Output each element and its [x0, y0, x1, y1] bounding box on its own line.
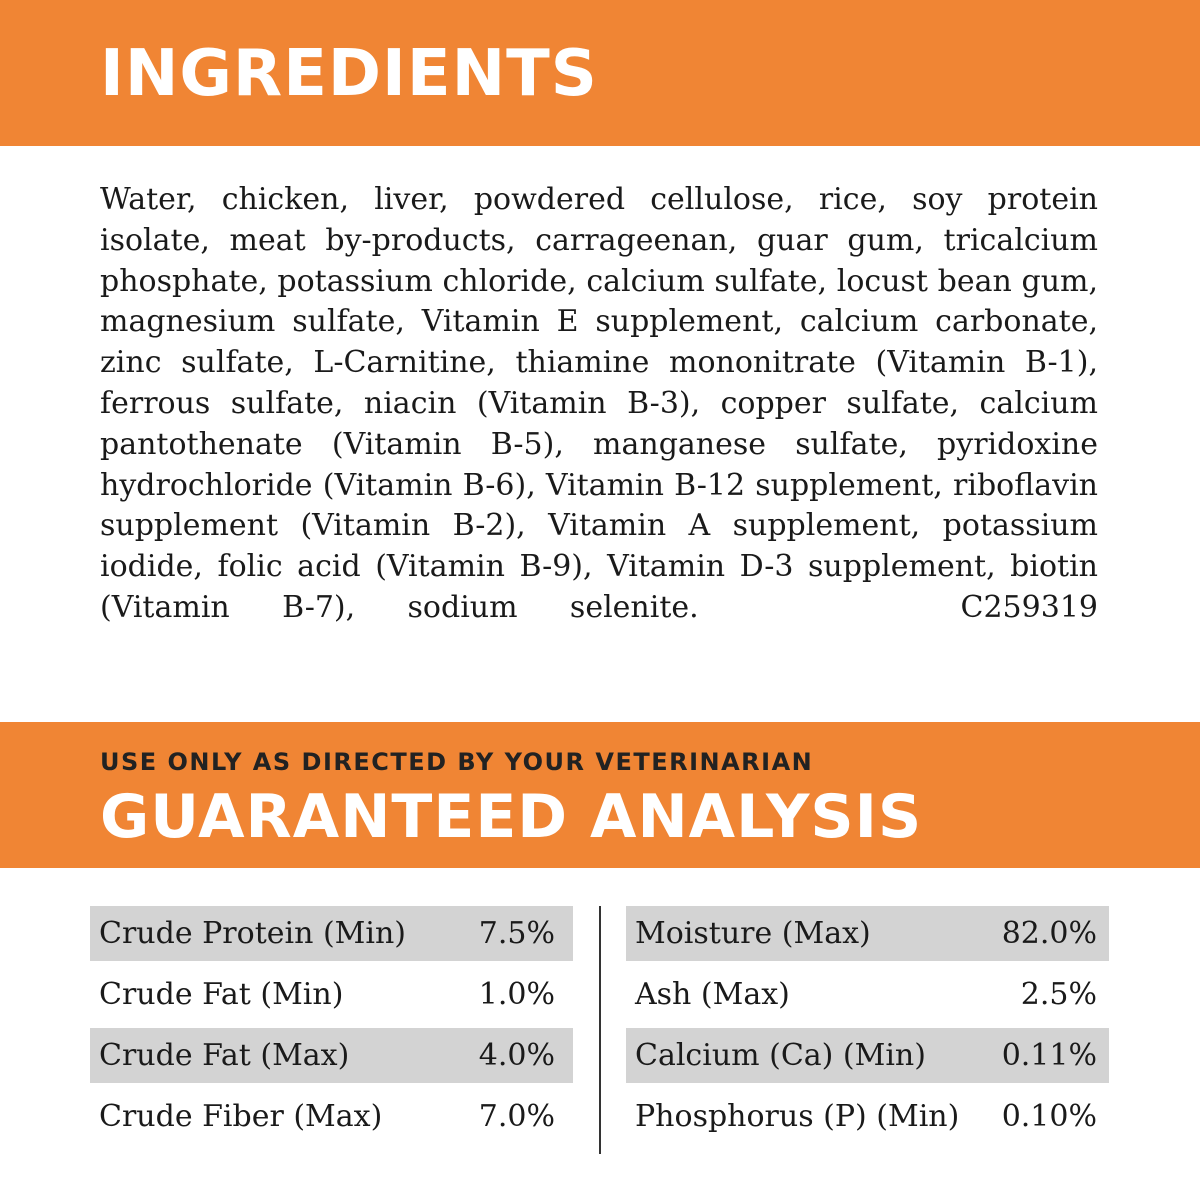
ingredients-text: Water, chicken, liver, powdered cellulose, rice, soy protein isolate, meat by-products, carrageenan, guar gum, tricalcium phosphate, potassium chloride, calcium sulfate, locust bean gum, magnesium sulfate, Vitamin E supplement, calcium carbonate, zinc sulfate, L-Carnitine, thiamine mononitrate (Vitamin B-1), ferrous sulfate, niacin (Vitamin B-3), copper sulfate, calcium pantothenate (Vitamin B-5), manganese sulfate, pyridoxine hydrochloride (Vitamin B-6), Vitamin B-12 supplement, riboflavin supplement (Vitamin B-2), Vitamin A supplement, potassium iodide, folic acid (Vitamin B-9), Vitamin D-3 supplement, biotin (Vitamin B-7), sodium selenite.: [100, 182, 1098, 625]
analysis-label: Ash (Max): [635, 977, 790, 1012]
analysis-value: 2.5%: [1020, 977, 1097, 1012]
analysis-value: 82.0%: [1001, 916, 1097, 951]
veterinarian-notice: USE ONLY AS DIRECTED BY YOUR VETERINARIAN: [100, 748, 814, 776]
ingredients-title: INGREDIENTS: [100, 37, 598, 111]
analysis-row: [90, 1089, 573, 1144]
analysis-row: [626, 967, 1109, 1022]
column-divider: [599, 906, 601, 1154]
analysis-value: 0.10%: [1001, 1099, 1097, 1134]
analysis-label: Moisture (Max): [635, 916, 871, 951]
analysis-label: Crude Fiber (Max): [99, 1099, 383, 1134]
analysis-row: [90, 1028, 573, 1083]
lot-code: C259319: [960, 589, 1098, 625]
analysis-value: 1.0%: [478, 977, 555, 1012]
analysis-label: Crude Fat (Min): [99, 977, 344, 1012]
analysis-row: [90, 906, 573, 961]
ingredients-header-banner: [0, 0, 1200, 146]
analysis-row: [626, 1028, 1109, 1083]
analysis-left-column: [90, 906, 573, 1150]
analysis-label: Crude Protein (Min): [99, 916, 407, 951]
analysis-label: Phosphorus (P) (Min): [635, 1099, 960, 1134]
ingredients-list: [100, 180, 1098, 629]
analysis-value: 4.0%: [478, 1038, 555, 1073]
analysis-value: 0.11%: [1001, 1038, 1097, 1073]
analysis-label: Crude Fat (Max): [99, 1038, 350, 1073]
analysis-header-banner: [0, 722, 1200, 868]
analysis-value: 7.0%: [478, 1099, 555, 1134]
analysis-title: GUARANTEED ANALYSIS: [100, 782, 923, 852]
analysis-value: 7.5%: [478, 916, 555, 951]
analysis-row: [626, 906, 1109, 961]
analysis-label: Calcium (Ca) (Min): [635, 1038, 926, 1073]
analysis-row: [90, 967, 573, 1022]
analysis-right-column: [626, 906, 1109, 1150]
analysis-row: [626, 1089, 1109, 1144]
